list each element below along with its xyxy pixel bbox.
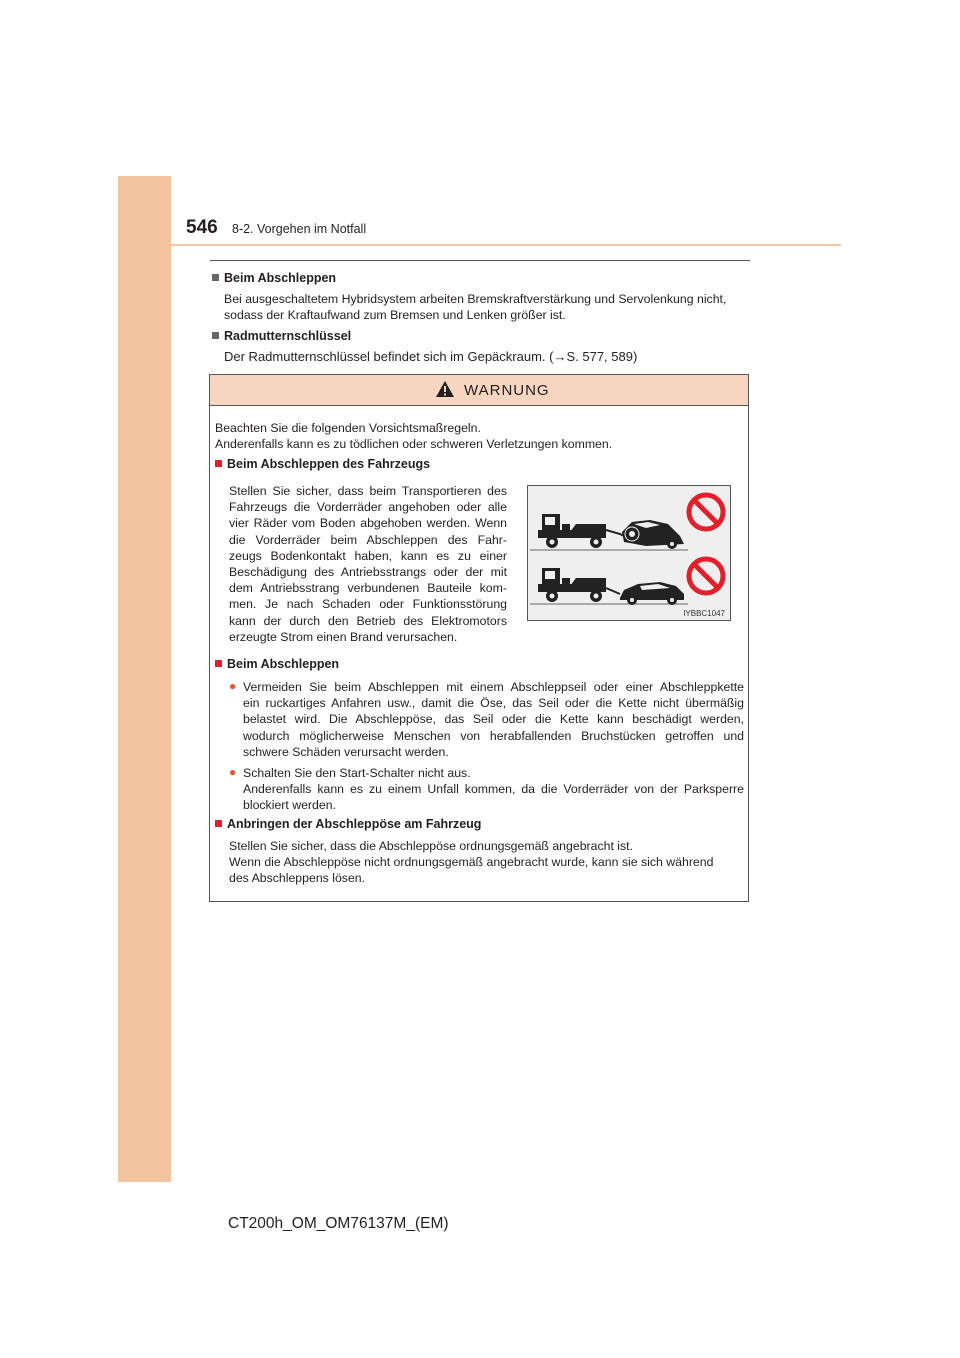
square-bullet-icon	[212, 274, 219, 281]
illustration-code: IYBBC1047	[683, 609, 725, 618]
warning-header	[210, 375, 748, 406]
section-title: 8-2. Vorgehen im Notfall	[232, 222, 367, 236]
content-divider	[210, 260, 750, 261]
heading-abschleppoese: Anbringen der Abschleppöse am Fahrzeug	[215, 817, 481, 831]
prohibition-sign-icon	[689, 559, 723, 593]
warning-title: WARNUNG	[464, 382, 550, 399]
text-radmutternschluessel: Der Radmutternschlüssel befindet sich im Gepäckraum. (→S. 577, 589)	[224, 349, 638, 364]
square-bullet-icon	[215, 460, 222, 467]
bullet-item-2: ● Schalten Sie den Start-Schalter nicht aus. Anderenfalls kann es zu einem Unfall kommen, da die Vorderräder von der Parksperre blockiert werden.	[229, 765, 744, 813]
round-bullet-icon: ●	[229, 679, 237, 693]
fahrzeug-paragraph: Stellen Sie sicher, dass beim Transportieren des Fahrzeugs die Vorderräder angehoben oder alle vier Räder vom Boden abgehoben werden. Wenn die Vorderräder beim Abschleppen des Fahr- zeugs Bodenkontakt haben, kann es zu einer Beschädigung des Antriebsstrangs oder der mit dem Antriebsstrang verbundenen Bauteile kom- men. Je nach Schaden oder Funktionsstörung kann der durch den Betrieb des Elektromotors erzeugte Strom einen Brand verursachen.	[229, 484, 507, 644]
heading-abschleppen: Beim Abschleppen	[215, 657, 339, 671]
warning-intro-1: Beachten Sie die folgenden Vorsichtsmaßregeln.	[215, 421, 481, 435]
square-bullet-icon	[215, 660, 222, 667]
prohibition-sign-icon	[689, 495, 723, 529]
towed-car-icon	[622, 520, 684, 549]
towing-diagram-icon	[528, 486, 730, 620]
warning-intro-2: Anderenfalls kann es zu tödlichen oder schweren Verletzungen kommen.	[215, 437, 613, 451]
square-bullet-icon	[212, 332, 219, 339]
warning-box	[209, 374, 749, 902]
header-divider	[171, 244, 841, 246]
bullet-item-1: ● Vermeiden Sie beim Abschleppen mit einem Abschleppseil oder einer Abschleppkette ein ruckartiges Anfahren usw., damit die Öse, das Seil oder die Kette nicht übermäßig belastet wird. Die Abschleppöse, das Seil oder die Kette kann beschädigt werden, wodurch möglicherweise Menschen von herabfallenden Bruchstücken getroffen und schwere Schäden verursacht werden.	[229, 679, 744, 759]
tow-truck-icon	[538, 568, 620, 602]
towed-car-icon	[620, 582, 684, 605]
warning-triangle-icon	[436, 381, 454, 397]
oese-paragraph: Stellen Sie sicher, dass die Abschleppöse ordnungsgemäß angebracht ist. Wenn die Abschleppöse nicht ordnungsgemäß angebracht wurde, kann sie sich während des Abschleppens lösen.	[229, 839, 714, 886]
tow-truck-icon	[538, 514, 628, 548]
heading-beim-abschleppen: Beim Abschleppen	[212, 271, 336, 285]
square-bullet-icon	[215, 820, 222, 827]
text-beim-abschleppen-1: Bei ausgeschaltetem Hybridsystem arbeiten Bremskraftverstärkung und Servolenkung nicht,	[224, 292, 727, 306]
heading-fahrzeug: Beim Abschleppen des Fahrzeugs	[215, 457, 430, 471]
footer-document-code: CT200h_OM_OM76137M_(EM)	[228, 1215, 449, 1232]
round-bullet-icon: ●	[229, 765, 237, 779]
heading-radmutternschluessel: Radmutternschlüssel	[212, 329, 351, 343]
text-beim-abschleppen-2: sodass der Kraftaufwand zum Bremsen und Lenken größer ist.	[224, 308, 566, 322]
towing-illustration	[527, 485, 731, 621]
chapter-sidebar-tab	[118, 176, 171, 1182]
page-number: 546	[186, 217, 218, 238]
